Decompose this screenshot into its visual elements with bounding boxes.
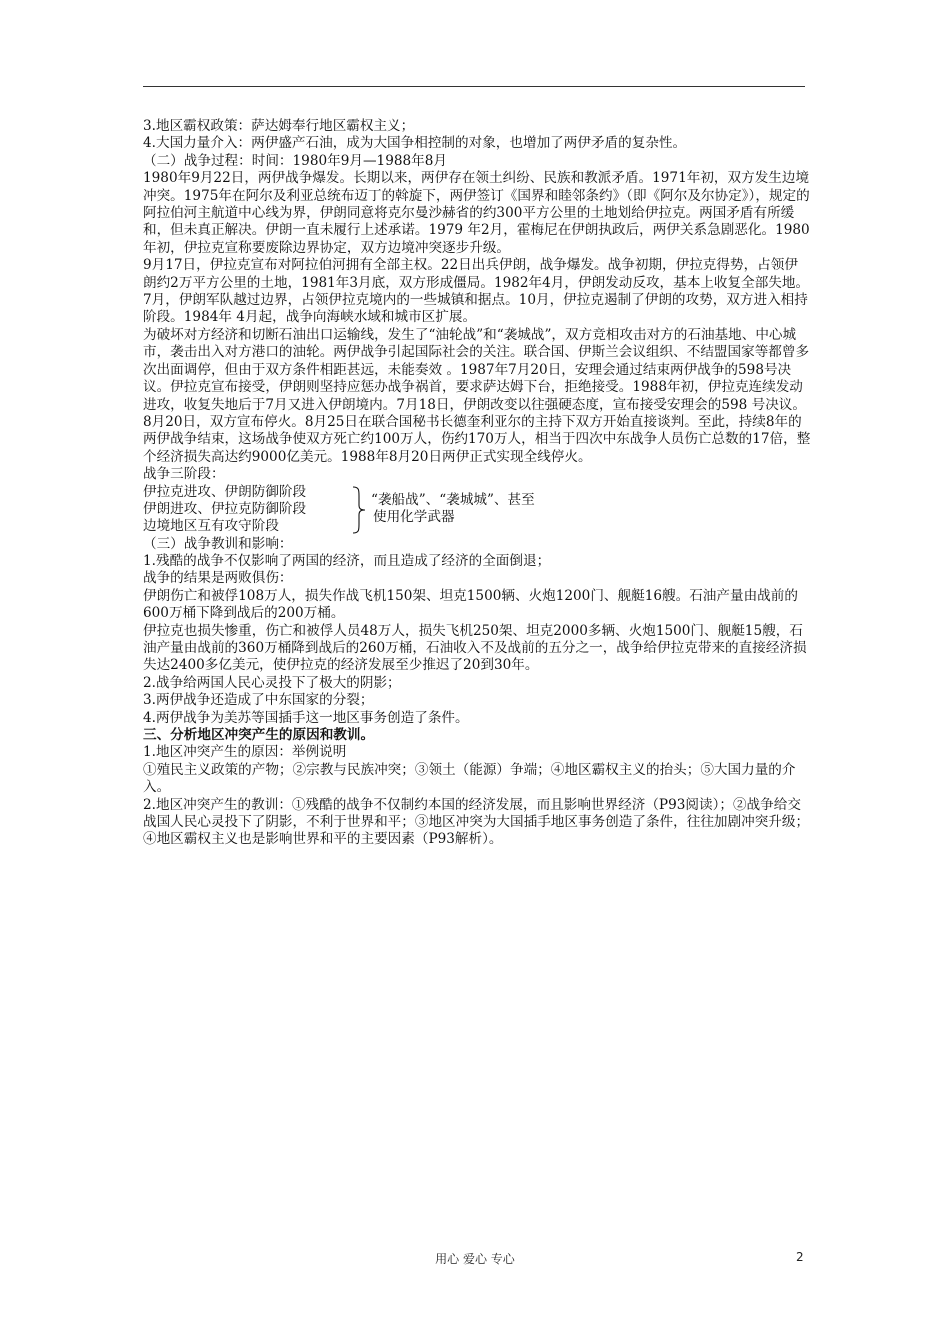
paragraph: 1980年9月22日，两伊战争爆发。长期以来，两伊存在领土纠纷、民族和教派矛盾。1971年初，双方发生边境冲突。1975年在阿尔及利亚总统布迈丁的斡旋下，两伊签订《国界和睦邻条约》（即《阿尔及尔协定》），规定的阿拉伯河主航道中心线为界，伊朗同意将克尔曼沙赫省的约300平方公里的土地划给伊拉克。两国矛盾有所缓和，但未真正解决。伊朗一直未履行上述承诺。1979 年2月，霍梅尼在伊朗执政后，两伊关系急剧恶化。1980年初，伊拉克宣称要废除边界协定，双方边境冲突逐步升级。 [143,170,810,256]
part-heading: 三、分析地区冲突产生的原因和教训。 [143,727,375,743]
paragraph: ①殖民主义政策的产物；②宗教与民族冲突；③领土（能源）争端；④地区霸权主义的抬头；⑤大国力量的介入。 [143,761,796,796]
stage-note-line: “袭船战”、“袭城城”、甚至 [371,491,535,508]
paragraph: 战争的结果是两败俱伤： [143,570,293,587]
stages-title: 战争三阶段： [143,466,225,483]
paragraph: 3.地区霸权政策：萨达姆奉行地区霸权主义； [143,118,415,134]
paragraph: 为破坏对方经济和切断石油出口运输线，发生了“油轮战”和“袭城战”，双方竞相攻击对方的石油基地、中心城市，袭击出入对方港口的油轮。两伊战争引起国际社会的关注。联合国、伊斯兰会议组织、不结盟国家等都曾多次出面调停，但由于双方条件相距甚远，未能奏效 。1987年7月20日，安理会通过结束两伊战争的598号决议。伊拉克宣布接受，伊朗则坚持应惩办战争祸首，要求萨达姆下台，拒绝接受。1988年初，伊拉克连续发动进攻，收复失地后于7月又进入伊朗境内。7月18日，伊朗改变以往强硬态度，宣布接受安理会的598 号决议。8月20日，双方宣布停火。8月25日在联合国秘书长德奎利亚尔的主持下双方开始直接谈判。至此，持续8年的两伊战争结束，这场战争使双方死亡约100万人，伤约170万人，相当于四次中东战争人员伤亡总数的17倍，整个经济损失高达约9000亿美元。1988年8月20日两伊正式实现全线停火。 [143,326,811,465]
paragraph: 9月17日，伊拉克宣布对阿拉伯河拥有全部主权。22日出兵伊朗，战争爆发。战争初期，伊拉克得势，占领伊朗约2万平方公里的土地，1981年3月底，双方形成僵局。1982年4月，伊朗发动反攻，基本上收复全部失地。7月，伊朗军队越过边界，占领伊拉克境内的一些城镇和据点。10月，伊拉克遏制了伊朗的攻势，双方进入相持阶段。1984年 4月起，战争向海峡水域和城市区扩展。 [143,257,810,326]
paragraph: 2.战争给两国人民心灵投下了极大的阴影； [143,674,401,691]
page-number: 2 [796,1250,804,1264]
stage-list [143,484,306,536]
paragraph: 4.两伊战争为美苏等国插手这一地区事务创造了条件。 [143,709,469,726]
right-brace-icon [351,486,367,534]
stage-note-line: 使用化学武器 [373,508,455,525]
paragraph: 伊拉克也损失惨重，伤亡和被俘人员48万人，损失飞机250架、坦克2000多辆、火炮1500门、舰艇15艘，石油产量由战前的360万桶降到战后的260万桶，石油收入不及战前的五分之一，战争给伊拉克带来的直接经济损失达2400多亿美元，使伊拉克的经济发展至少推迟了20到30年。 [143,622,807,674]
document-body [143,118,811,849]
paragraph: 3.两伊战争还造成了中东国家的分裂； [143,692,374,709]
paragraph: 伊朗伤亡和被俘108万人，损失作战飞机150架、坦克1500辆、火炮1200门、舰艇16艘。石油产量由战前的600万桶下降到战后的200万桶。 [143,587,798,622]
stage-item: 伊朗进攻、伊拉克防御阶段 [143,500,307,517]
war-stages-block [143,484,811,536]
paragraph: 4.大国力量介入：两伊盛产石油，成为大国争相控制的对象，也增加了两伊矛盾的复杂性。 [143,135,687,152]
paragraph: 1.地区冲突产生的原因：举例说明 [143,744,347,761]
footer-slogan: 用心 爱心 专心 [435,1252,515,1266]
paragraph: 2.地区冲突产生的教训：①残酷的战争不仅制约本国的经济发展，而且影响世界经济（P93阅读）；②战争给交战国人民心灵投下了阴影，不利于世界和平；③地区冲突为大国插手地区事务创造了条件，往往加剧冲突升级；④地区霸权主义也是影响世界和平的主要因素（P93解析）。 [143,796,810,848]
paragraph: 1.残酷的战争不仅影响了两国的经济，而且造成了经济的全面倒退； [143,552,551,569]
section-title: （二）战争过程：时间：1980年9月—1988年8月 [143,152,447,169]
stage-note [371,492,535,527]
stage-item: 边境地区互有攻守阶段 [143,518,279,535]
header-rule [143,86,805,87]
stage-item: 伊拉克进攻、伊朗防御阶段 [143,483,307,500]
section-title: （三）战争教训和影响： [143,535,293,552]
